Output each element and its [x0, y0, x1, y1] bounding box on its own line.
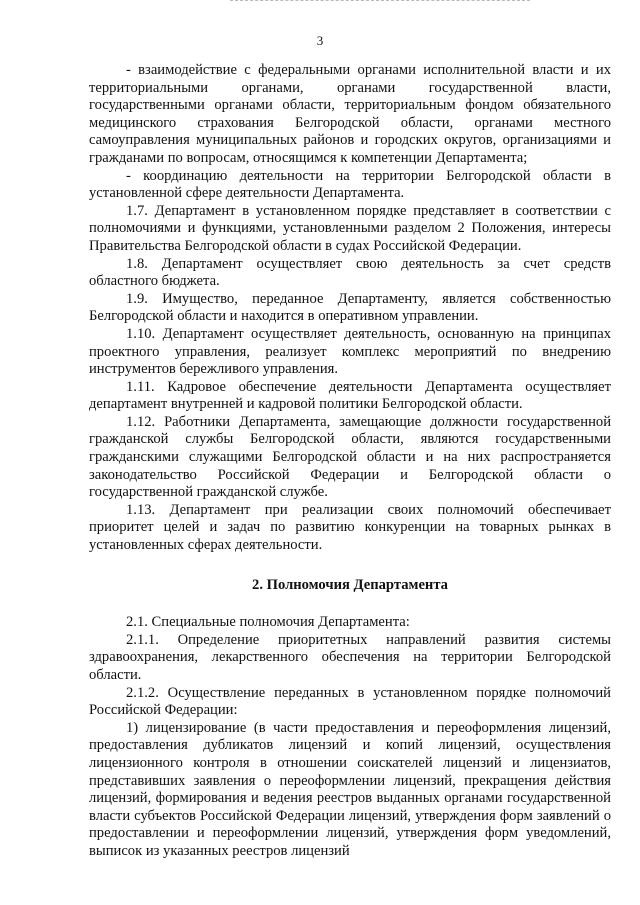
section-heading: 2. Полномочия Департамента [252, 576, 448, 593]
paragraph-1-8: 1.8. Департамент осуществляет свою деятельность за счет средств областного бюджета. [89, 255, 611, 290]
paragraph-1-10: 1.10. Департамент осуществляет деятельность, основанную на принципах проектного управления, реализует комплекс мероприятий по внедрению инструментов бережливого управления. [89, 325, 611, 378]
paragraph-1-7: 1.7. Департамент в установленном порядке представляет в соответствии с полномочиями и функциями, установленными разделом 2 Положения, интересы Правительства Белгородской области в судах Российской Федерации. [89, 202, 611, 254]
document-body [89, 62, 611, 861]
paragraph-licensing: 1) лицензирование (в части предоставления и переоформления лицензий, предоставления дубликатов лицензий и копий лицензий, осуществления лицензионного контроля в отношении соискателей лицензий и лицензиатов, представивших заявления о переоформлении лицензий, прекращения действия лицензий, формирования и ведения реестров выданных органами государственной власти субъектов Российской Федерации лицензий, утверждения форм заявлений о предоставлении и переоформлении лицензий, утверждения форм уведомлений, выписок из указанных реестров лицензий [89, 719, 611, 859]
paragraph-1-9: 1.9. Имущество, переданное Департаменту, является собственностью Белгородской области и находится в оперативном управлении. [89, 290, 611, 325]
scan-top-edge [230, 0, 530, 3]
paragraph-2-1: 2.1. Специальные полномочия Департамента: [126, 614, 410, 631]
paragraph-1-13: 1.13. Департамент при реализации своих полномочий обеспечивает приоритет целей и задач по развитию конкуренции на товарных рынках в установленных сферах деятельности. [89, 501, 611, 554]
paragraph-coordination: - координацию деятельности на территории Белгородской области в установленной сфере деятельности Департамента. [89, 167, 611, 202]
page-number: 3 [316, 33, 324, 48]
paragraph-1-11: 1.11. Кадровое обеспечение деятельности Департамента осуществляет департамент внутренней и кадровой политики Белгородской области. [89, 378, 611, 413]
paragraph-interaction: - взаимодействие с федеральными органами исполнительной власти и их территориальными органами, органами государственной власти, государственными органами области, территориальным фондом обязательного медицинского страхования Белгородской области, органами местного самоуправления муниципальных районов и городских округов, организациями и гражданами по вопросам, относящимся к компетенции Департамента; [89, 62, 611, 166]
paragraph-2-1-1: 2.1.1. Определение приоритетных направлений развития системы здравоохранения, лекарственного обеспечения на территории Белгородской области. [89, 631, 611, 683]
paragraph-2-1-2: 2.1.2. Осуществление переданных в установленном порядке полномочий Российской Федерации: [89, 684, 611, 719]
paragraph-1-12: 1.12. Работники Департамента, замещающие должности государственной гражданской службы Белгородской области, являются государственными гражданскими служащими Белгородской области и на них распространяется законодательство Российской Федерации и Белгородской области о государственной гражданской службе. [89, 413, 611, 501]
